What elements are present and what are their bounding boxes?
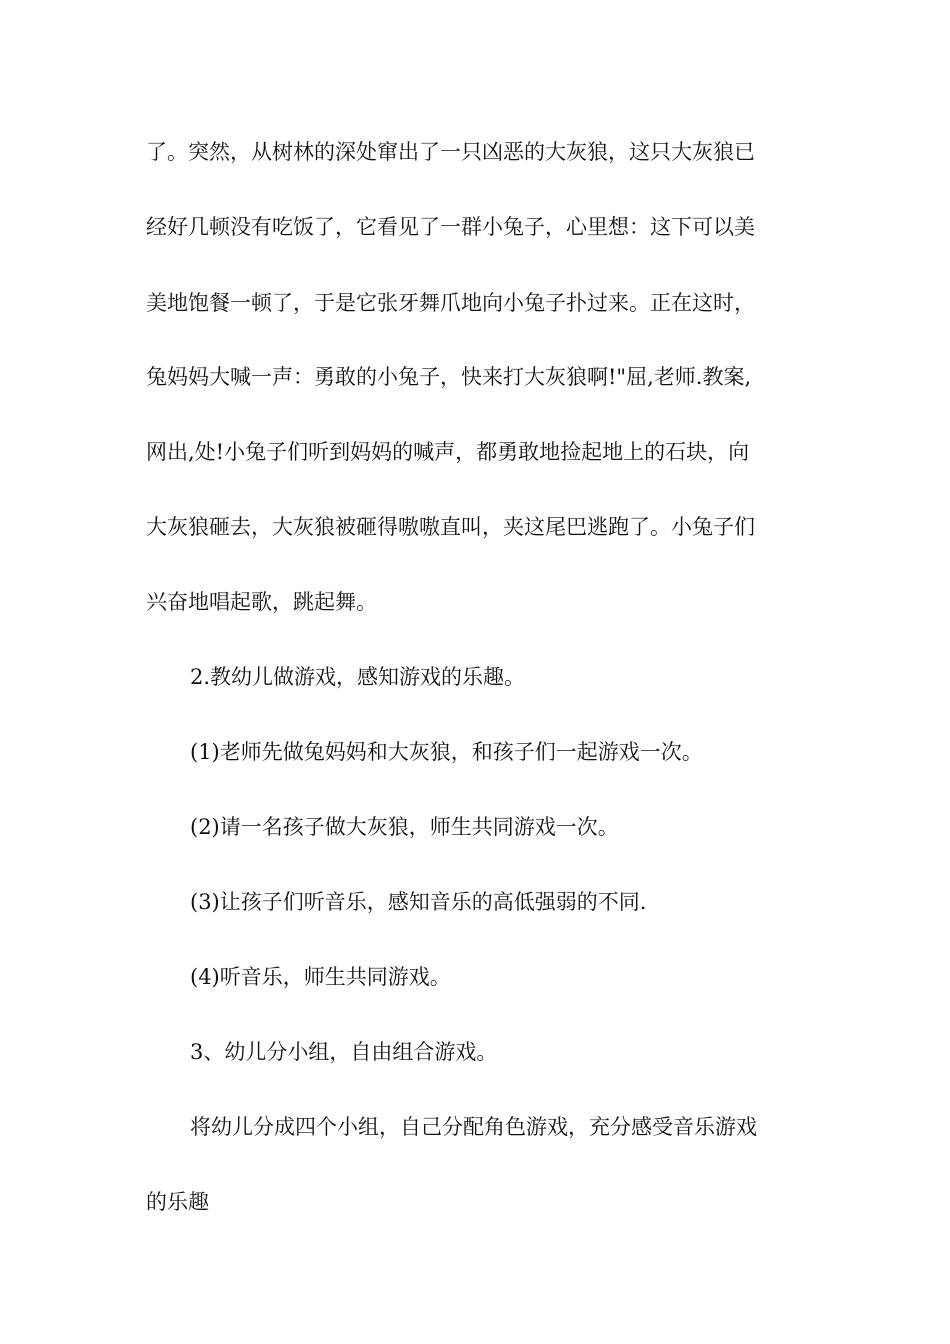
paragraph-line-4: 兔妈妈大喊一声：勇敢的小兔子，快来打大灰狼啊!"屈,老师.教案, [146,365,752,389]
list-item-3: (3)让孩子们听音乐，感知音乐的高低强弱的不同. [190,890,647,914]
section-heading-2: 2.教幼儿做游戏，感知游戏的乐趣。 [190,665,526,689]
paragraph-line-1: 了。突然，从树林的深处窜出了一只凶恶的大灰狼，这只大灰狼已 [146,140,755,164]
paragraph-line-5: 网出,处!小兔子们听到妈妈的喊声，都勇敢地捡起地上的石块，向 [146,440,750,464]
list-item-1: (1)老师先做兔妈妈和大灰狼，和孩子们一起游戏一次。 [190,740,703,764]
paragraph-line-9: 的乐趣 [146,1190,209,1214]
paragraph-line-2: 经好几顿没有吃饭了，它看见了一群小兔子，心里想：这下可以美 [146,215,755,239]
section-heading-3: 3、幼儿分小组，自由组合游戏。 [190,1040,498,1064]
paragraph-line-7: 兴奋地唱起歌，跳起舞。 [146,590,377,614]
paragraph-line-8: 将幼儿分成四个小组，自己分配角色游戏，充分感受音乐游戏 [190,1115,757,1139]
list-item-4: (4)听音乐，师生共同游戏。 [190,965,451,989]
paragraph-line-6: 大灰狼砸去，大灰狼被砸得嗷嗷直叫，夹这尾巴逃跑了。小兔子们 [146,515,755,539]
list-item-2: (2)请一名孩子做大灰狼，师生共同游戏一次。 [190,815,619,839]
paragraph-line-3: 美地饱餐一顿了，于是它张牙舞爪地向小兔子扑过来。正在这时， [146,291,755,315]
